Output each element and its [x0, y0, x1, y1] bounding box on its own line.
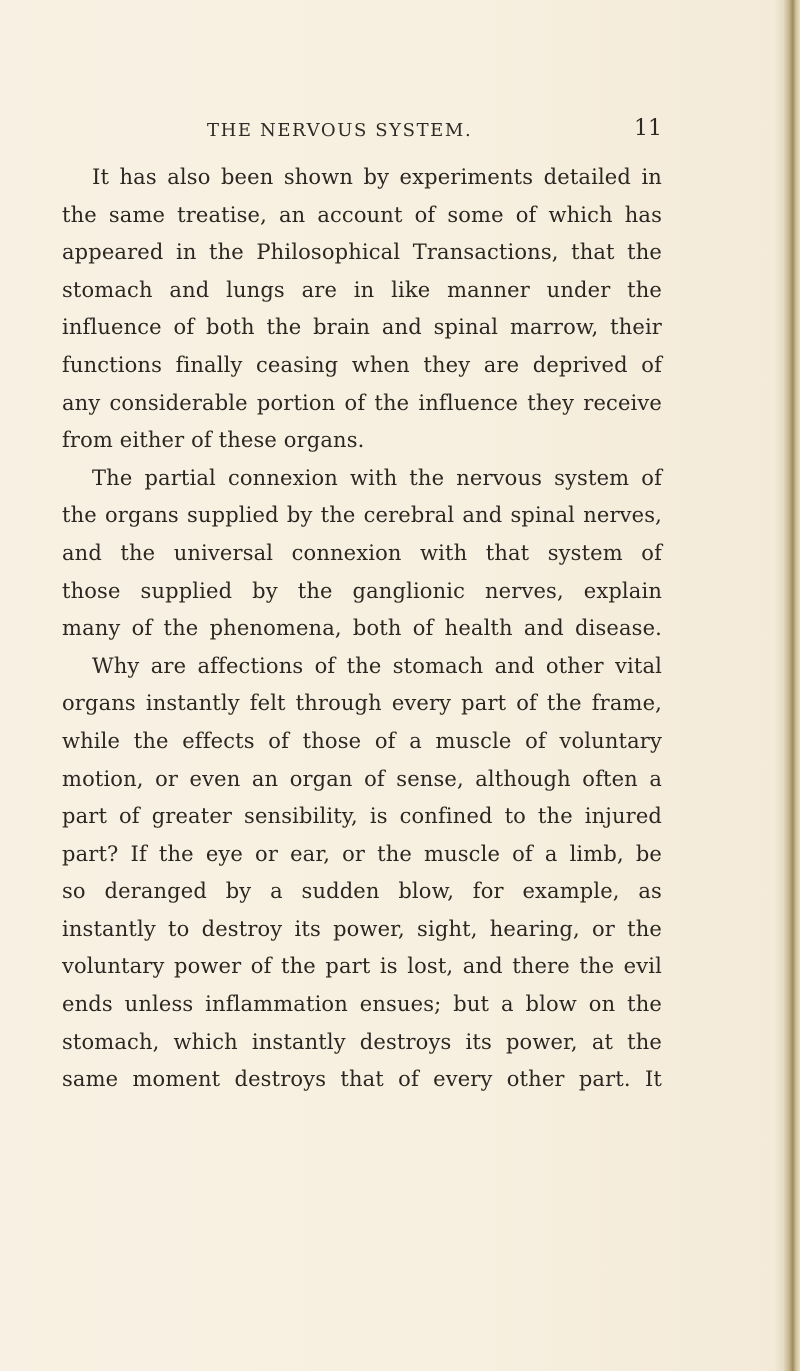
text-line: Why are affections of the stomach and other vital: [92, 653, 662, 678]
text-line: voluntary power of the part is lost, and there the evil: [62, 954, 662, 979]
text-line: from either of these organs.: [62, 428, 365, 453]
text-line: any considerable portion of the influence they receive: [62, 390, 662, 415]
text-line: and the universal connexion with that system of: [62, 540, 662, 565]
text-line: stomach and lungs are in like manner under the: [62, 277, 662, 302]
running-head: [0, 116, 800, 146]
text-line: ends unless inflammation ensues; but a blow on the: [62, 992, 662, 1017]
text-line: those supplied by the ganglionic nerves, explain: [62, 578, 662, 603]
text-line: many of the phenomena, both of health and disease.: [62, 616, 662, 641]
text-line: functions finally ceasing when they are deprived of: [62, 352, 662, 377]
text-line: The partial connexion with the nervous system of: [92, 465, 662, 490]
text-line: influence of both the brain and spinal marrow, their: [62, 315, 662, 340]
page-edge-shadow: [774, 0, 784, 1371]
text-line: stomach, which instantly destroys its power, at the: [62, 1029, 662, 1054]
page-edge: [784, 0, 800, 1371]
text-line: part? If the eye or ear, or the muscle of a limb, be: [62, 841, 662, 866]
text-line: motion, or even an organ of sense, although often a: [62, 766, 662, 791]
text-line: instantly to destroy its power, sight, hearing, or the: [62, 916, 662, 941]
text-line: so deranged by a sudden blow, for example, as: [62, 879, 662, 904]
page-number: 11: [634, 116, 662, 141]
text-line: same moment destroys that of every other part. It: [62, 1067, 662, 1092]
text-line: while the effects of those of a muscle of voluntary: [62, 728, 662, 753]
text-line: the organs supplied by the cerebral and spinal nerves,: [62, 503, 662, 528]
text-line: the same treatise, an account of some of which has: [62, 202, 662, 227]
text-line: organs instantly felt through every part of the frame,: [62, 691, 662, 716]
text-line: appeared in the Philosophical Transactions, that the: [62, 240, 662, 265]
running-title: THE NERVOUS SYSTEM.: [207, 120, 473, 141]
text-line: It has also been shown by experiments detailed in: [92, 165, 662, 189]
text-line: part of greater sensibility, is confined to the injured: [62, 804, 662, 829]
body-text: [62, 159, 662, 1099]
